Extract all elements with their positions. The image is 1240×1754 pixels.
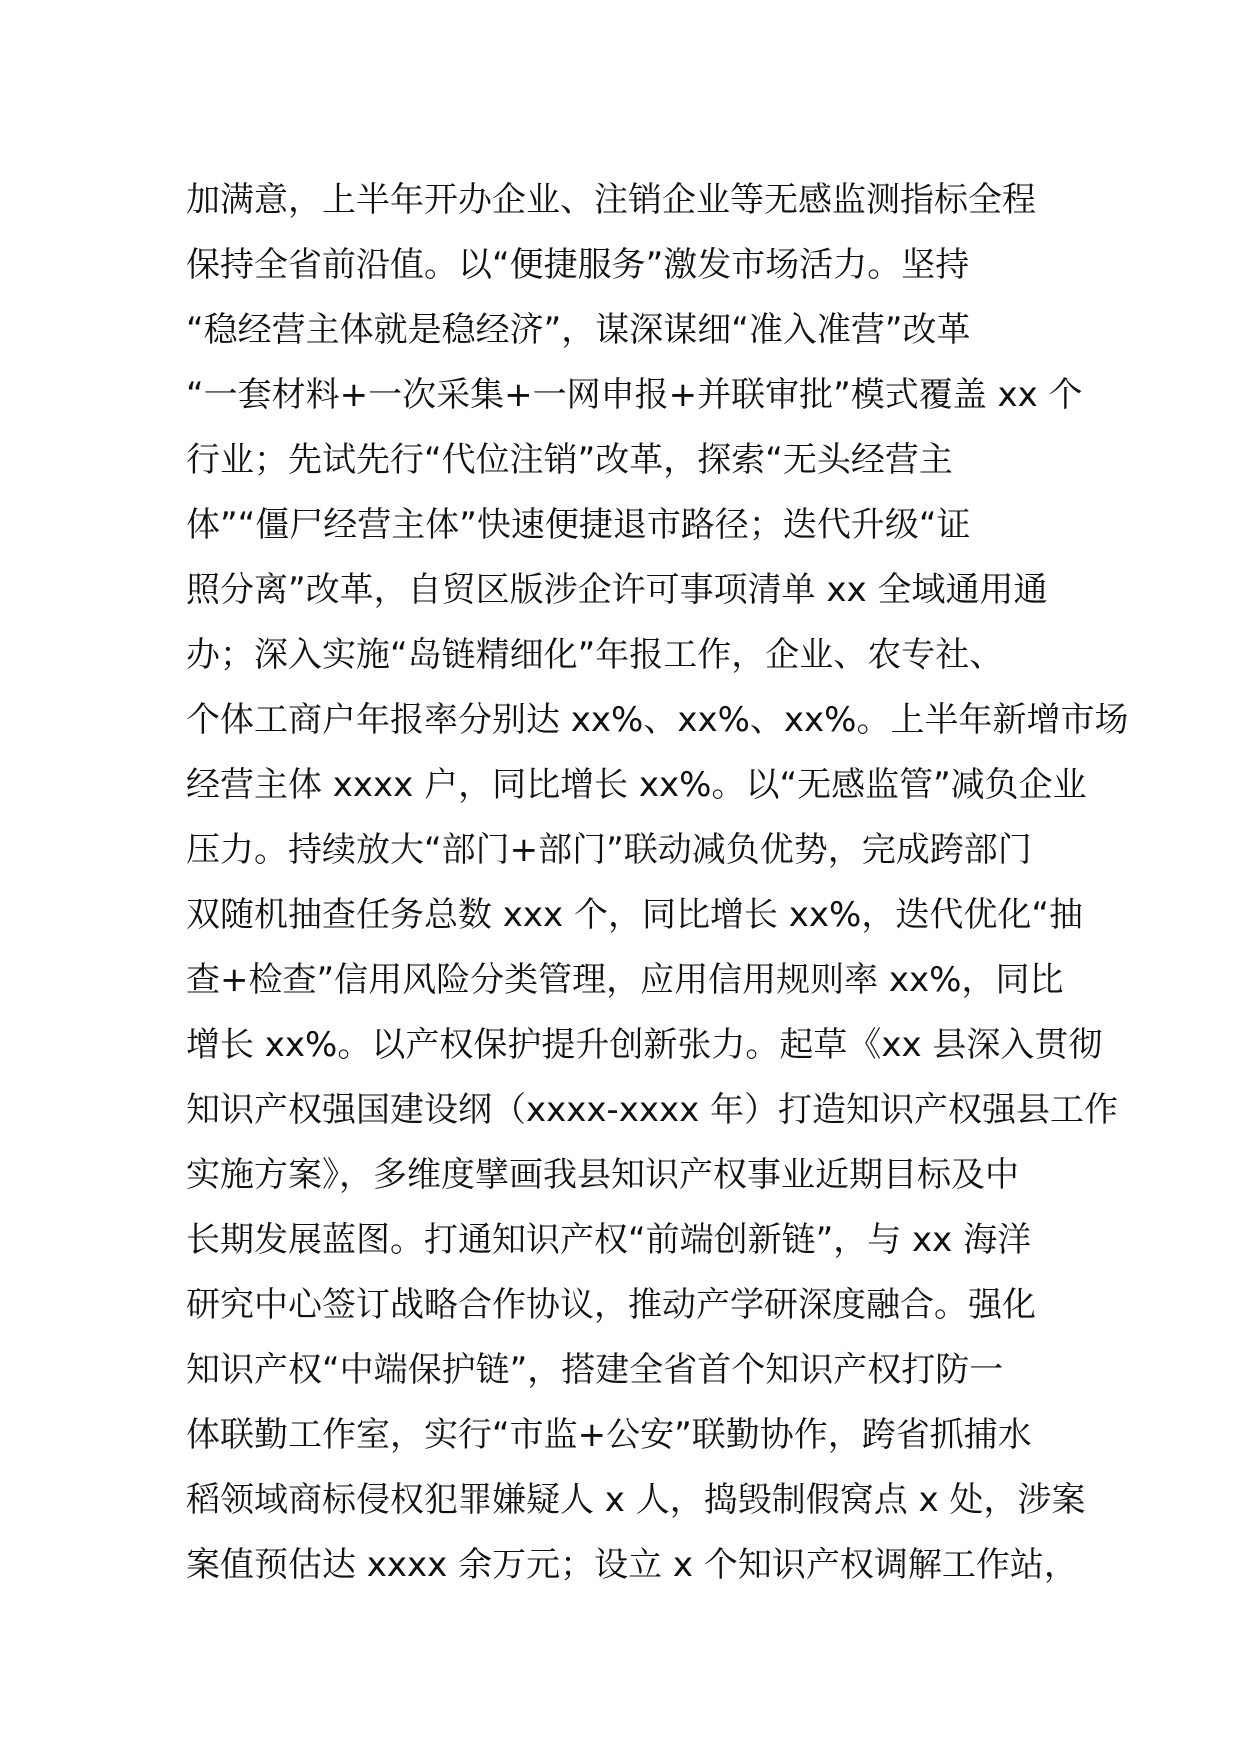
text-line-22: 案值预估达 xxxx 余万元；设立 x 个知识产权调解工作站， xyxy=(186,1545,1078,1585)
text-line-17: 长期发展蓝图。打通知识产权“前端创新链”，与 xx 海洋 xyxy=(186,1220,1032,1260)
text-line-1: 加满意，上半年开办企业、注销企业等无感监测指标全程 xyxy=(186,180,1036,220)
text-line-7: 照分离”改革，自贸区版涉企许可事项清单 xx 全域通用通 xyxy=(186,570,1048,610)
text-line-20: 体联勤工作室，实行“市监+公安”联勤协作，跨省抓捕水 xyxy=(186,1415,1032,1455)
text-line-10: 经营主体 xxxx 户，同比增长 xx%。以“无感监管”减负企业 xyxy=(186,765,1087,805)
text-line-9: 个体工商户年报率分别达 xx%、xx%、xx%。上半年新增市场 xyxy=(186,700,1129,740)
text-line-8: 办；深入实施“岛链精细化”年报工作，企业、农专社、 xyxy=(186,635,1004,675)
text-line-4: “一套材料+一次采集+一网申报+并联审批”模式覆盖 xx 个 xyxy=(186,375,1083,415)
text-line-19: 知识产权“中端保护链”，搭建全省首个知识产权打防一 xyxy=(186,1350,1004,1390)
text-line-3: “稳经营主体就是稳经济”，谋深谋细“准入准营”改革 xyxy=(186,310,971,350)
text-line-21: 稻领域商标侵权犯罪嫌疑人 x 人，捣毁制假窝点 x 处，涉案 xyxy=(186,1480,1086,1520)
text-line-2: 保持全省前沿值。以“便捷服务”激发市场活力。坚持 xyxy=(186,245,970,285)
text-line-18: 研究中心签订战略合作协议，推动产学研深度融合。强化 xyxy=(186,1285,1036,1325)
text-line-15: 知识产权强国建设纲（xxxx-xxxx 年）打造知识产权强县工作 xyxy=(186,1090,1119,1130)
text-line-6: 体”“僵尸经营主体”快速便捷退市路径；迭代升级“证 xyxy=(186,505,971,545)
text-line-5: 行业；先试先行“代位注销”改革，探索“无头经营主 xyxy=(186,440,953,480)
text-line-16: 实施方案》，多维度擘画我县知识产权事业近期目标及中 xyxy=(186,1155,1019,1195)
text-line-11: 压力。持续放大“部门+部门”联动减负优势，完成跨部门 xyxy=(186,830,1032,870)
body-text xyxy=(186,168,1129,1598)
text-line-12: 双随机抽查任务总数 xxx 个，同比增长 xx%，迭代优化“抽 xyxy=(186,895,1083,935)
text-line-13: 查+检查”信用风险分类管理，应用信用规则率 xx%，同比 xyxy=(186,960,1064,1000)
text-line-14: 增长 xx%。以产权保护提升创新张力。起草《xx 县深入贯彻 xyxy=(186,1025,1103,1065)
